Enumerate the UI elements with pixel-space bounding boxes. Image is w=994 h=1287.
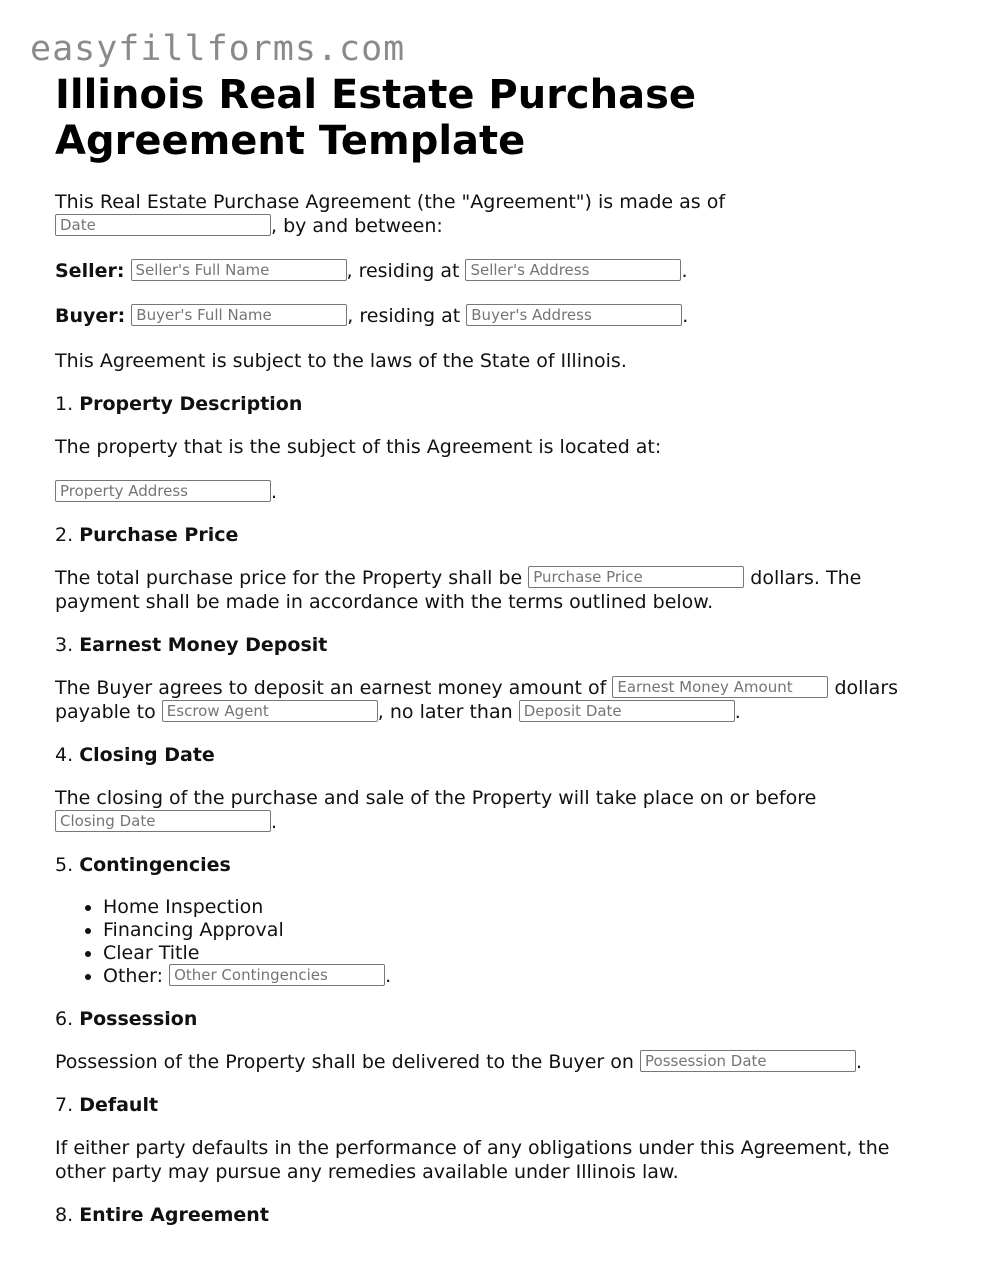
other-contingencies-field[interactable] — [169, 964, 385, 986]
property-address-line — [55, 480, 935, 504]
section-heading-closing-date — [55, 743, 935, 767]
closing-date-text: The closing of the purchase and sale of the Property will take place on or before — [55, 787, 817, 809]
section-number: 2. — [55, 524, 74, 546]
closing-date-field[interactable] — [55, 810, 271, 832]
intro-paragraph — [55, 190, 935, 238]
list-item: • Financing Approval — [103, 919, 935, 942]
section-heading-default — [55, 1093, 935, 1117]
earnest-money-amount-field[interactable] — [612, 676, 828, 698]
seller-line — [55, 259, 935, 283]
buyer-line — [55, 304, 935, 328]
section-number: 1. — [55, 393, 74, 415]
buyer-name-field[interactable] — [131, 304, 347, 326]
possession-text: Possession of the Property shall be delivered to the Buyer on — [55, 1051, 634, 1073]
page-title: Illinois Real Estate Purchase Agreement Template — [55, 72, 697, 164]
section-number: 7. — [55, 1094, 74, 1116]
default-paragraph: If either party defaults in the performance of any obligations under this Agreement, the other party may pursue any remedies available under Illinois law. — [55, 1137, 890, 1183]
buyer-residing-text: , residing at — [347, 305, 461, 327]
other-end: . — [385, 965, 392, 987]
governing-law-text: This Agreement is subject to the laws of the State of Illinois. — [55, 350, 627, 372]
property-address-field[interactable] — [55, 480, 271, 502]
date-field[interactable] — [55, 214, 271, 236]
seller-residing-text: , residing at — [346, 260, 460, 282]
section-title: Purchase Price — [79, 524, 239, 546]
earnest-money-text: The Buyer agrees to deposit an earnest money amount of — [55, 677, 607, 699]
section-heading-earnest-money — [55, 633, 935, 657]
earnest-money-paragraph — [55, 676, 935, 724]
section-title: Possession — [79, 1008, 198, 1030]
possession-end: . — [856, 1051, 863, 1073]
contingencies-list — [55, 896, 935, 988]
section-heading-property-description — [55, 392, 935, 416]
earnest-money-text-mid2: , no later than — [377, 701, 513, 723]
purchase-price-paragraph — [55, 566, 935, 614]
purchase-price-text-after: dollars. The payment shall be made in accordance with the terms outlined below. — [55, 567, 862, 613]
section-heading-entire-agreement — [55, 1203, 935, 1227]
intro-text-after: , by and between: — [271, 215, 443, 237]
purchase-price-text: The total purchase price for the Property shall be — [55, 567, 523, 589]
list-item-other — [103, 965, 935, 988]
buyer-address-field[interactable] — [466, 304, 682, 326]
earnest-money-text-mid: dollars payable to — [55, 677, 899, 723]
watermark: easyfillforms.com — [30, 29, 406, 69]
closing-date-end: . — [271, 811, 278, 833]
seller-name-field[interactable] — [131, 259, 347, 281]
section-title: Entire Agreement — [79, 1204, 269, 1226]
possession-paragraph — [55, 1050, 935, 1074]
section-number: 4. — [55, 744, 74, 766]
property-address-end: . — [271, 481, 278, 503]
section-number: 6. — [55, 1008, 74, 1030]
list-item: • Home Inspection — [103, 896, 935, 919]
earnest-money-end: . — [734, 701, 741, 723]
deposit-date-field[interactable] — [519, 700, 735, 722]
section-number: 5. — [55, 854, 74, 876]
closing-date-paragraph — [55, 786, 935, 834]
section-title: Property Description — [79, 393, 303, 415]
seller-label: Seller: — [55, 260, 125, 282]
property-description-text: The property that is the subject of this Agreement is located at: — [55, 436, 662, 458]
section-heading-contingencies — [55, 853, 935, 877]
other-label: Other: — [103, 965, 164, 987]
intro-text: This Real Estate Purchase Agreement (the "Agreement") is made as of — [55, 191, 726, 213]
seller-address-field[interactable] — [465, 259, 681, 281]
section-number: 3. — [55, 634, 74, 656]
section-title: Earnest Money Deposit — [79, 634, 328, 656]
section-title: Closing Date — [79, 744, 215, 766]
section-title: Default — [79, 1094, 159, 1116]
section-number: 8. — [55, 1204, 74, 1226]
seller-end: . — [681, 260, 688, 282]
possession-date-field[interactable] — [640, 1050, 856, 1072]
buyer-label: Buyer: — [55, 305, 126, 327]
buyer-end: . — [682, 305, 689, 327]
agreement-body — [55, 190, 935, 1227]
section-heading-possession — [55, 1007, 935, 1031]
list-item: • Clear Title — [103, 942, 935, 965]
purchase-price-field[interactable] — [528, 566, 744, 588]
section-title: Contingencies — [79, 854, 231, 876]
escrow-agent-field[interactable] — [162, 700, 378, 722]
section-heading-purchase-price — [55, 523, 935, 547]
